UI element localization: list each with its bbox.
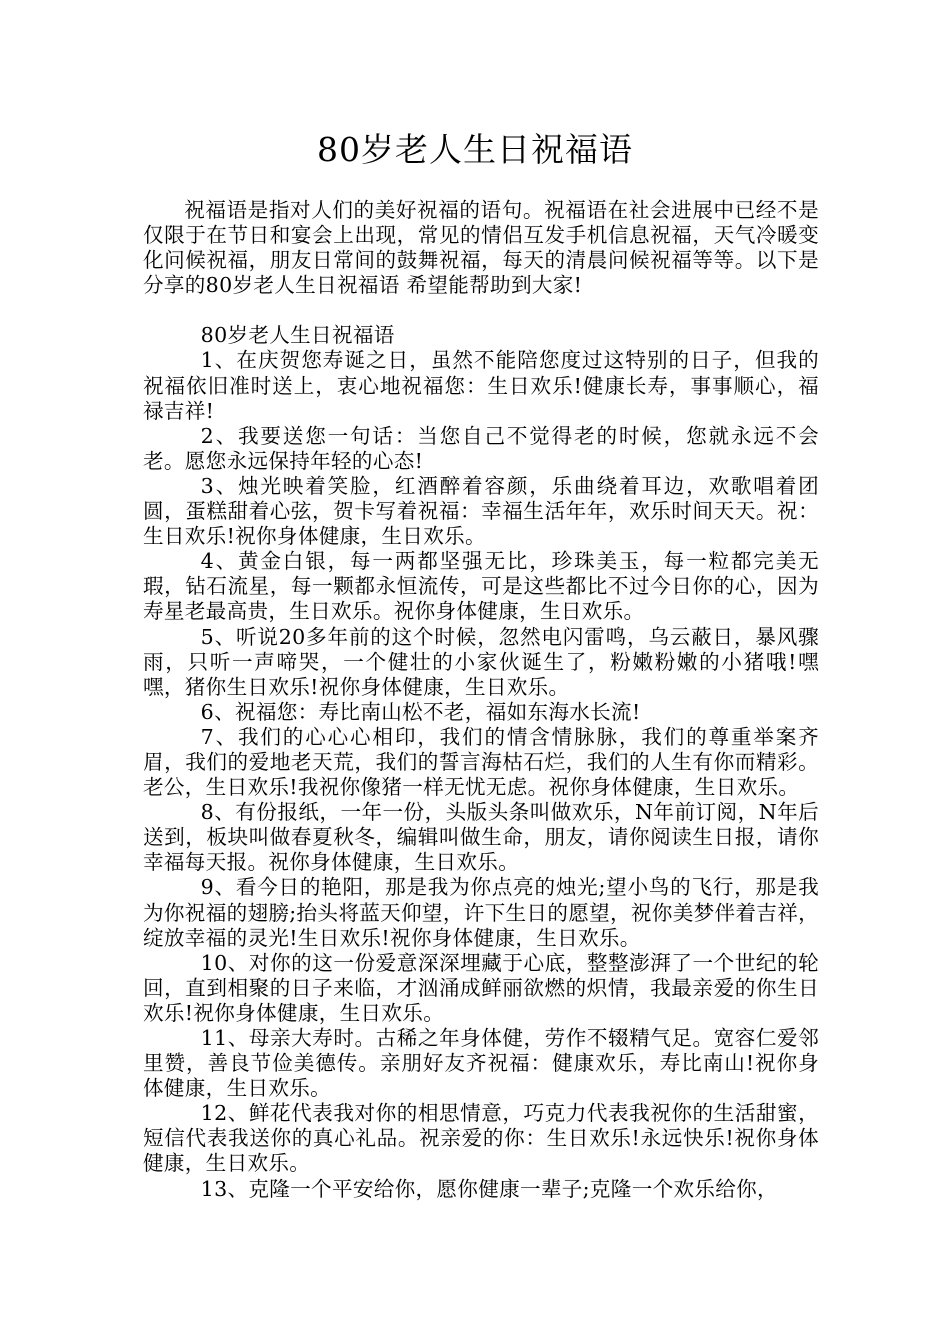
document-body xyxy=(143,198,819,1202)
blessing-item-4: 4、黄金白银，每一两都坚强无比，珍珠美玉，每一粒都完美无瑕，钻石流星，每一颗都永恒流传，可是这些都比不过今日你的心，因为寿星老最高贵，生日欢乐。祝你身体健康，生日欢乐。 xyxy=(143,549,819,624)
blessing-item-5: 5、听说20多年前的这个时候，忽然电闪雷鸣，乌云蔽日，暴风骤雨，只听一声啼哭，一个健壮的小家伙诞生了，粉嫩粉嫩的小猪哦!嘿嘿，猪你生日欢乐!祝你身体健康，生日欢乐。 xyxy=(143,624,819,699)
blessing-item-9: 9、看今日的艳阳，那是我为你点亮的烛光;望小鸟的飞行，那是我为你祝福的翅膀;抬头将蓝天仰望，许下生日的愿望，祝你美梦伴着吉祥，绽放幸福的灵光!生日欢乐!祝你身体健康，生日欢乐。 xyxy=(143,875,819,950)
blessing-item-6: 6、祝福您：寿比南山松不老，福如东海水长流! xyxy=(200,699,641,724)
blessing-item-8: 8、有份报纸，一年一份，头版头条叫做欢乐，N年前订阅，N年后送到，板块叫做春夏秋冬，编辑叫做生命，朋友，请你阅读生日报，请你幸福每天报。祝你身体健康，生日欢乐。 xyxy=(143,800,819,875)
blessing-item-7: 7、我们的心心心相印，我们的情含情脉脉，我们的尊重举案齐眉，我们的爱地老天荒，我们的誓言海枯石烂，我们的人生有你而精彩。老公，生日欢乐!我祝你像猪一样无忧无虑。祝你身体健康，生日欢乐。 xyxy=(143,724,819,800)
blessing-item-12: 12、鲜花代表我对你的相思情意，巧克力代表我祝你的生活甜蜜，短信代表我送你的真心礼品。祝亲爱的你：生日欢乐!永远快乐!祝你身体健康，生日欢乐。 xyxy=(143,1101,819,1176)
blessing-item-11: 11、母亲大寿时。古稀之年身体健，劳作不辍精气足。宽容仁爱邻里赞，善良节俭美德传。亲朋好友齐祝福：健康欢乐，寿比南山!祝你身体健康，生日欢乐。 xyxy=(143,1026,819,1101)
blessing-item-10: 10、对你的这一份爱意深深埋藏于心底，整整澎湃了一个世纪的轮回，直到相聚的日子来临，才汹涌成鲜丽欲燃的炽情，我最亲爱的你生日欢乐!祝你身体健康，生日欢乐。 xyxy=(143,950,819,1025)
blessing-item-13: 13、克隆一个平安给你，愿你健康一辈子;克隆一个欢乐给你， xyxy=(200,1176,778,1201)
intro-paragraph: 祝福语是指对人们的美好祝福的语句。祝福语在社会进展中已经不是仅限于在节日和宴会上出现，常见的情侣互发手机信息祝福，天气冷暖变化问候祝福，朋友日常间的鼓舞祝福，每天的清晨问候祝福等等。以下是分享的80岁老人生日祝福语 希望能帮助到大家! xyxy=(143,198,819,298)
document-title: 80岁老人生日祝福语 xyxy=(317,130,633,169)
blessing-item-3: 3、烛光映着笑脸，红酒醉着容颜，乐曲绕着耳边，欢歌唱着团圆，蛋糕甜着心弦，贺卡写着祝福：幸福生活年年，欢乐时间天天。祝：生日欢乐!祝你身体健康，生日欢乐。 xyxy=(143,473,819,549)
blessing-item-1: 1、在庆贺您寿诞之日，虽然不能陪您度过这特别的日子，但我的祝福依旧准时送上，衷心地祝福您：生日欢乐!健康长寿，事事顺心，福禄吉祥! xyxy=(143,348,819,423)
section-subheading: 80岁老人生日祝福语 xyxy=(200,323,395,348)
blessing-item-2: 2、我要送您一句话：当您自己不觉得老的时候，您就永远不会老。愿您永远保持年轻的心态! xyxy=(143,423,819,473)
